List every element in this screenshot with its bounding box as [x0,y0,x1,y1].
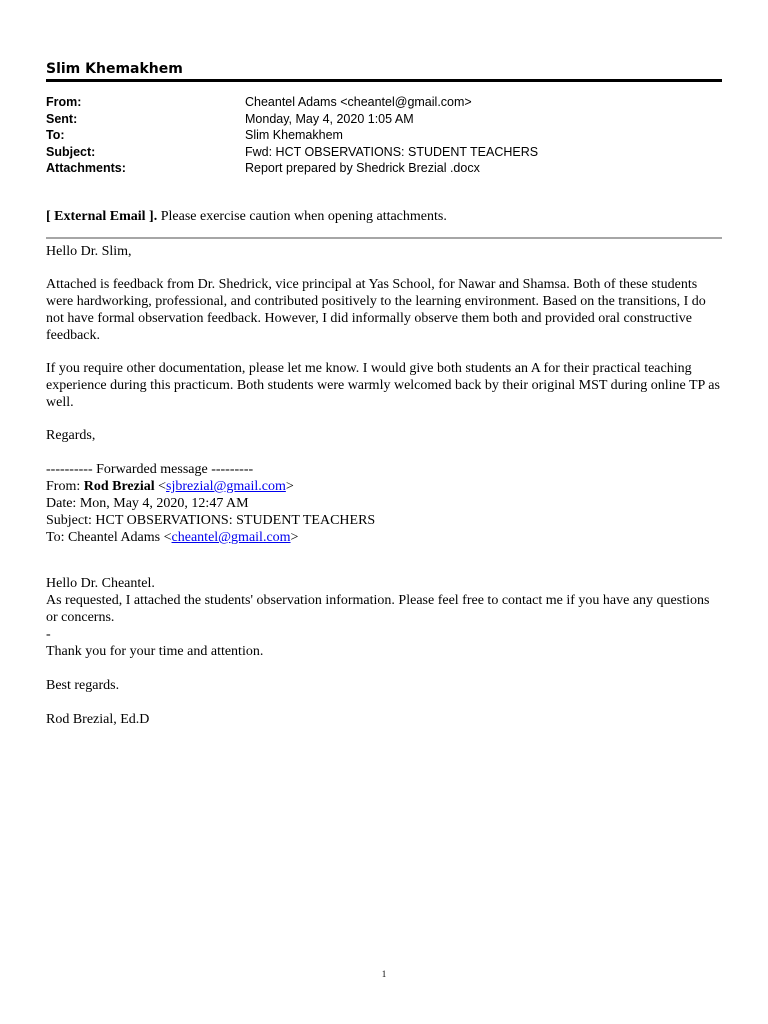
blank-line [46,694,724,711]
forwarded-greeting: Hello Dr. Cheantel. [46,576,155,591]
sent-label: Sent: [46,111,78,126]
blank-line [46,660,724,677]
header-row-sent [46,111,722,128]
forwarded-from-email-link[interactable]: sjbrezial@gmail.com [166,479,286,494]
to-lt: < [163,530,172,545]
warning-divider [46,237,722,239]
header-row-to [46,127,722,144]
forwarded-separator: ---------- Forwarded message --------- [46,462,254,477]
external-email-text: Please exercise caution when opening attachments. [157,209,447,224]
forwarded-request-paragraph: As requested, I attached the students' observation information. Please feel free to contact me if you have any questions or concerns. [46,593,710,625]
to-label: To: [46,128,65,142]
page-number: 1 [381,969,387,979]
forwarded-message-header [46,461,724,546]
forwarded-dash: - [46,627,51,642]
mailbox-owner-name: Slim Khemakhem [46,61,183,77]
header-row-attachments [46,160,722,177]
subject-value: Fwd: HCT OBSERVATIONS: STUDENT TEACHERS [245,144,539,159]
to-gt: > [290,530,299,545]
forwarded-subject-line: Subject: HCT OBSERVATIONS: STUDENT TEACHERS [46,513,376,528]
message-paragraph-grades: If you require other documentation, please let me know. I would give both students an A for their practical teaching experience during this practicum. Both students were warmly welcomed back by their original MST during online TP as well. [46,361,720,410]
forwarded-from-label: From: [46,479,84,494]
forwarded-closing: Best regards. [46,678,120,693]
external-email-tag: [ External Email ]. [46,209,158,224]
forwarded-to-email-link[interactable]: cheantel@gmail.com [171,530,291,545]
to-value: Slim Khemakhem [245,128,343,142]
sent-value: Monday, May 4, 2020 1:05 AM [245,111,414,126]
forwarded-to-label: To: Cheantel Adams [46,530,164,545]
forwarded-message-body [46,575,724,728]
forwarded-signature: Rod Brezial, Ed.D [46,712,150,727]
message-greeting: Hello Dr. Slim, [46,244,132,259]
header-row-from [46,94,722,111]
forwarded-date-line: Date: Mon, May 4, 2020, 12:47 AM [46,496,249,511]
header-row-subject [46,144,722,161]
from-label: From: [46,95,82,109]
message-paragraph-feedback: Attached is feedback from Dr. Shedrick, vice principal at Yas School, for Nawar and Shamsa. Both of these students were hardworking, professional, and contributed positively to the learning environment. Based on the transitions, I do not have formal observation feedback. However, I did informally observe them both and provided oral constructive feedback. [46,277,706,343]
forwarded-to-line [46,529,724,546]
header-divider [46,79,722,82]
from-lt: < [158,479,167,494]
from-value: Cheantel Adams <cheantel@gmail.com> [245,95,472,109]
forwarded-from-line [46,478,724,495]
attachments-label: Attachments: [46,161,126,175]
external-email-warning [46,208,724,225]
forwarded-from-name: Rod Brezial [83,479,155,494]
from-gt: > [285,479,294,494]
attachment-filename[interactable]: Report prepared by Shedrick Brezial .docx [245,161,480,175]
email-header-fields [46,94,722,177]
message-closing: Regards, [46,428,96,443]
subject-label: Subject: [46,144,96,159]
forwarded-thanks: Thank you for your time and attention. [46,644,264,659]
